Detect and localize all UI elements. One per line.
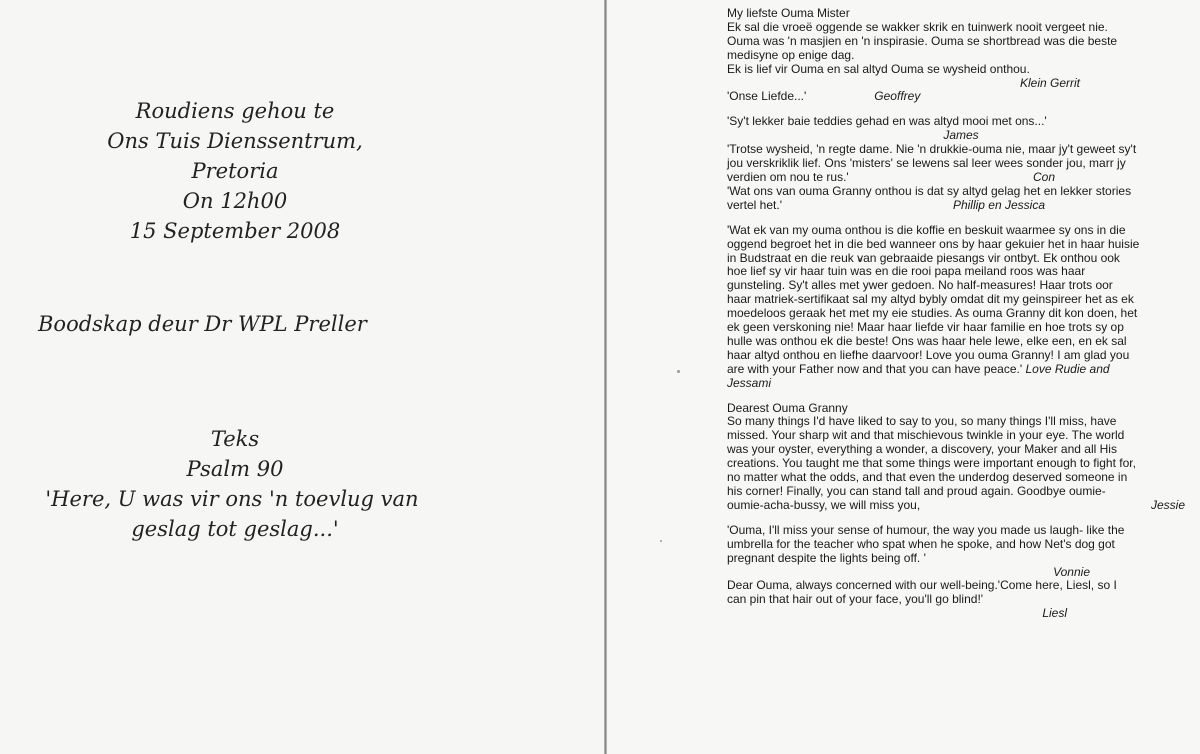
tribute-signature: Con — [1032, 169, 1055, 184]
tribute-liesl — [727, 579, 1195, 621]
spacer — [727, 391, 1195, 402]
tribute-text: 'Wat ons van ouma Granny onthou is dat sy altyd gelag het en lekker stories — [727, 183, 1132, 198]
tribute-signature: Jessie — [1150, 497, 1185, 512]
tribute-text: Ek is lief vir Ouma en sal altyd Ouma se wysheid onthou. — [727, 61, 1030, 76]
psalm-reference: Psalm 90 — [186, 457, 284, 481]
tribute-text: missed. Your sharp wit and that mischievous twinkle in your eye. The world — [727, 428, 1125, 443]
tribute-text: umbrella for the teacher who spat when he spoke, and how Net's dog got — [727, 536, 1115, 551]
tribute-signature: Love Rudie and — [1025, 361, 1110, 376]
tribute-text: jou verskriklik lief. Ons 'misters' se lewens sal leer wees sonder jou, marr jy — [727, 156, 1126, 171]
service-line: Pretoria — [191, 159, 279, 183]
paper-speck — [677, 370, 680, 373]
tribute-text: in Budstraat en die reuk van gebraaide piesangs vir ontbyt. Ek onthou ook — [727, 250, 1120, 265]
tribute-vonnie — [727, 524, 1195, 580]
tribute-jessie — [727, 402, 1195, 513]
page-fold — [604, 0, 607, 754]
tribute-text: verdien om nou te rus.' — [727, 169, 849, 184]
tribute-text: moedeloos geraak het met my eie studies. As ouma Granny dit kon doen, het — [727, 306, 1138, 321]
tribute-signature: James — [943, 128, 979, 143]
tribute-signature: Phillip en Jessica — [952, 197, 1045, 212]
tribute-text: oggend begroet het in die bed wanneer ons by haar gekuier het in haar huisie — [727, 236, 1140, 251]
tribute-text: Ouma was 'n masjien en 'n inspirasie. Ouma se shortbread was die beste — [727, 33, 1118, 48]
tribute-text: hulle was onthou ek die beste! Ons was haar hele lewe, elke een, en ek sal — [727, 333, 1127, 348]
tribute-text: 'Wat ek van my ouma onthou is die koffie en beskuit waarmee sy ons in die — [727, 222, 1126, 237]
tribute-text: Dear Ouma, always concerned with our well-being.'Come here, Liesl, so I — [727, 578, 1117, 593]
tribute-text: creations. You taught me that some things were important enough to fight for, — [727, 456, 1136, 471]
tribute-signature: Vonnie — [1053, 564, 1090, 579]
tribute-text: oumie-acha-bussy, we will miss you, — [727, 497, 921, 512]
tribute-geoffrey — [727, 90, 1195, 104]
tribute-klein-gerrit — [727, 7, 1195, 90]
tribute-rudie-jessami — [727, 224, 1195, 391]
tribute-text: 'Sy't lekker baie teddies gehad en was altyd mooi met ons...' — [727, 114, 1047, 129]
verse-line: 'Here, U was vir ons 'n toevlug van — [45, 487, 419, 511]
tributes-column — [727, 7, 1195, 621]
tribute-text: So many things I'd have liked to say to you, so many things I'll miss, have — [727, 414, 1117, 429]
tribute-text: can pin that hair out of your face, you'll go blind!' — [727, 592, 984, 607]
tribute-text: vertel het.' — [727, 197, 782, 212]
tribute-greeting: My liefste Ouma Mister — [727, 6, 850, 20]
tribute-signature: Geoffrey — [874, 89, 921, 104]
tribute-text: no matter what the odds, and that even the underdog deserved someone in — [727, 470, 1128, 485]
service-line: On 12h00 — [182, 189, 288, 213]
tribute-james — [727, 115, 1195, 143]
tribute-phillip-jessica — [727, 185, 1195, 213]
service-line: 15 September 2008 — [129, 219, 341, 243]
tribute-text: Ek sal die vroeë oggende se wakker skrik en tuinwerk nooit vergeet nie. — [727, 19, 1108, 34]
tribute-signature: Liesl — [1042, 606, 1067, 621]
paper-speck — [660, 540, 662, 542]
tribute-text: was your oyster, everything a wonder, a discovery, your Maker and all His — [727, 442, 1117, 457]
service-line: Ons Tuis Dienssentrum, — [107, 129, 363, 153]
service-details — [0, 96, 470, 246]
tribute-text: his corner! Finally, you can stand tall and proud again. Goodbye oumie- — [727, 484, 1106, 498]
tribute-text: ek geen verskoning nie! Maar haar liefde vir haar familie en hoe trots sy op — [727, 320, 1124, 335]
tribute-text: are with your Father now and that you can have peace.' — [727, 361, 1023, 376]
tribute-text: 'Trotse wysheid, 'n regte dame. Nie 'n drukkie-ouma nie, maar jy't geweet sy't — [727, 142, 1137, 157]
tribute-text: 'Onse Liefde...' — [727, 89, 807, 104]
text-heading: Teks — [210, 427, 260, 451]
tribute-text: pregnant despite the lights being off. ' — [727, 550, 926, 565]
tribute-signature: Klein Gerrit — [1019, 75, 1080, 90]
tribute-text: 'Ouma, I'll miss your sense of humour, the way you made us laugh- like the — [727, 522, 1125, 537]
tribute-text: haar matriek-sertifikaat sal my altyd bybly omdat dit my geinspireer het as ek — [727, 292, 1134, 307]
verse-line: geslag tot geslag...' — [131, 517, 339, 541]
tribute-text: haar altyd onthou en liefhe daarvoor! Love you ouma Granny! I am glad you — [727, 347, 1130, 362]
tribute-text: hoe lief sy vir haar tuin was en die rooi papa meiland roos was haar — [727, 264, 1086, 279]
tribute-text: gunsteling. Sy't alles met ywer gedoen. No half-measures! Haar trots oor — [727, 278, 1113, 293]
tribute-greeting: Dearest Ouma Granny — [727, 400, 848, 415]
message-by: Boodskap deur Dr WPL Preller — [38, 312, 367, 336]
tribute-text: medisyne op enige dag. — [727, 47, 855, 62]
tribute-con — [727, 143, 1195, 185]
scripture-block — [0, 424, 470, 544]
tribute-signature: Jessami — [727, 375, 772, 390]
service-line: Roudiens gehou te — [135, 99, 335, 123]
